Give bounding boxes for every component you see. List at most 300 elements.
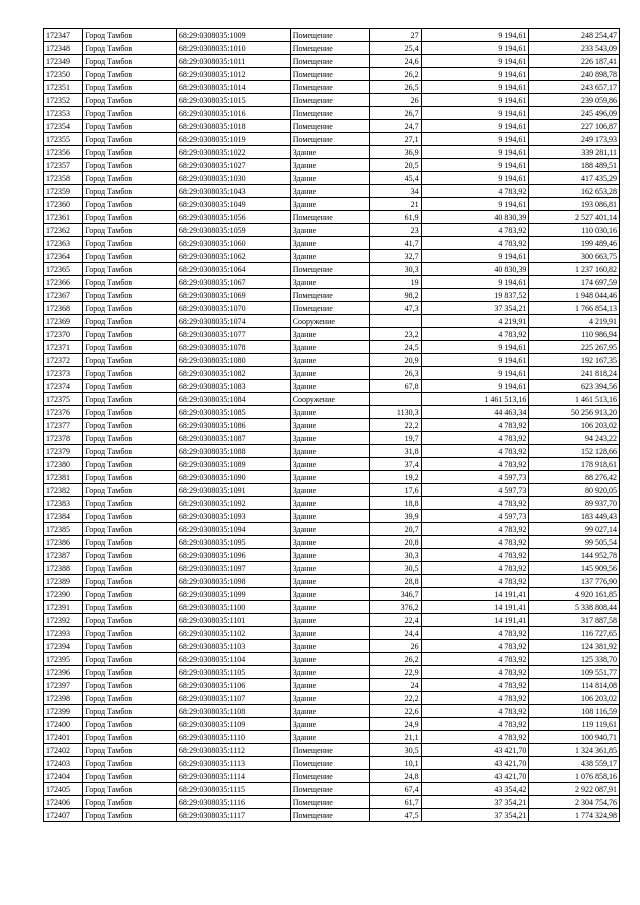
city-cell: Город Тамбов (83, 809, 177, 822)
unit-value-cell: 37 354,21 (421, 302, 529, 315)
cadastral-number-cell: 68:29:0308035:1030 (176, 172, 290, 185)
city-cell: Город Тамбов (83, 705, 177, 718)
cadastral-number-cell: 68:29:0308035:1082 (176, 367, 290, 380)
cadastral-number-cell: 68:29:0308035:1112 (176, 744, 290, 757)
city-cell: Город Тамбов (83, 770, 177, 783)
cadastral-value-cell: 623 394,56 (529, 380, 620, 393)
city-cell: Город Тамбов (83, 380, 177, 393)
document-page (43, 28, 620, 822)
area-cell: 67,8 (370, 380, 421, 393)
object-type-cell: Здание (290, 185, 370, 198)
unit-value-cell: 9 194,61 (421, 120, 529, 133)
cadastral-number-cell: 68:29:0308035:1088 (176, 445, 290, 458)
object-type-cell: Сооружение (290, 393, 370, 406)
cadastral-number-cell: 68:29:0308035:1095 (176, 536, 290, 549)
table-row (44, 471, 620, 484)
record-id-cell: 172386 (44, 536, 83, 549)
unit-value-cell: 4 219,91 (421, 315, 529, 328)
table-row (44, 809, 620, 822)
cadastral-value-cell: 239 059,86 (529, 94, 620, 107)
cadastral-value-cell: 233 543,09 (529, 42, 620, 55)
area-cell: 19,2 (370, 471, 421, 484)
cadastral-number-cell: 68:29:0308035:1078 (176, 341, 290, 354)
cadastral-value-cell: 2 527 401,14 (529, 211, 620, 224)
record-id-cell: 172392 (44, 614, 83, 627)
table-row (44, 146, 620, 159)
cadastral-number-cell: 68:29:0308035:1115 (176, 783, 290, 796)
record-id-cell: 172347 (44, 29, 83, 42)
object-type-cell: Помещение (290, 809, 370, 822)
area-cell: 47,5 (370, 809, 421, 822)
object-type-cell: Помещение (290, 302, 370, 315)
table-row (44, 354, 620, 367)
cadastral-number-cell: 68:29:0308035:1104 (176, 653, 290, 666)
table-row (44, 588, 620, 601)
city-cell: Город Тамбов (83, 276, 177, 289)
record-id-cell: 172353 (44, 107, 83, 120)
record-id-cell: 172403 (44, 757, 83, 770)
cadastral-number-cell: 68:29:0308035:1107 (176, 692, 290, 705)
record-id-cell: 172406 (44, 796, 83, 809)
city-cell: Город Тамбов (83, 185, 177, 198)
table-row (44, 185, 620, 198)
table-row (44, 510, 620, 523)
cadastral-value-cell: 114 814,08 (529, 679, 620, 692)
area-cell: 30,5 (370, 562, 421, 575)
cadastral-value-cell: 438 559,17 (529, 757, 620, 770)
object-type-cell: Помещение (290, 133, 370, 146)
cadastral-value-cell: 124 381,92 (529, 640, 620, 653)
cadastral-value-cell: 4 219,91 (529, 315, 620, 328)
area-cell: 19 (370, 276, 421, 289)
city-cell: Город Тамбов (83, 367, 177, 380)
object-type-cell: Здание (290, 172, 370, 185)
record-id-cell: 172391 (44, 601, 83, 614)
table-row (44, 94, 620, 107)
cadastral-number-cell: 68:29:0308035:1096 (176, 549, 290, 562)
area-cell: 67,4 (370, 783, 421, 796)
unit-value-cell: 4 783,92 (421, 497, 529, 510)
city-cell: Город Тамбов (83, 198, 177, 211)
table-row (44, 367, 620, 380)
cadastral-number-cell: 68:29:0308035:1086 (176, 419, 290, 432)
area-cell: 26,3 (370, 367, 421, 380)
object-type-cell: Здание (290, 575, 370, 588)
city-cell: Город Тамбов (83, 562, 177, 575)
cadastral-number-cell: 68:29:0308035:1083 (176, 380, 290, 393)
area-cell: 24 (370, 679, 421, 692)
unit-value-cell: 40 830,39 (421, 263, 529, 276)
unit-value-cell: 9 194,61 (421, 250, 529, 263)
record-id-cell: 172381 (44, 471, 83, 484)
cadastral-value-cell: 193 086,81 (529, 198, 620, 211)
city-cell: Город Тамбов (83, 341, 177, 354)
object-type-cell: Здание (290, 380, 370, 393)
object-type-cell: Здание (290, 484, 370, 497)
area-cell: 37,4 (370, 458, 421, 471)
unit-value-cell: 4 783,92 (421, 458, 529, 471)
unit-value-cell: 9 194,61 (421, 367, 529, 380)
city-cell: Город Тамбов (83, 757, 177, 770)
table-row (44, 289, 620, 302)
city-cell: Город Тамбов (83, 679, 177, 692)
table-row (44, 263, 620, 276)
area-cell: 24,6 (370, 55, 421, 68)
city-cell: Город Тамбов (83, 549, 177, 562)
area-cell: 25,4 (370, 42, 421, 55)
table-row (44, 29, 620, 42)
area-cell: 20,5 (370, 159, 421, 172)
cadastral-value-cell: 88 276,42 (529, 471, 620, 484)
cadastral-number-cell: 68:29:0308035:1010 (176, 42, 290, 55)
record-id-cell: 172357 (44, 159, 83, 172)
unit-value-cell: 4 783,92 (421, 549, 529, 562)
unit-value-cell: 43 421,70 (421, 744, 529, 757)
cadastral-value-cell: 339 281,11 (529, 146, 620, 159)
cadastral-value-cell: 317 887,58 (529, 614, 620, 627)
cadastral-value-cell: 5 338 808,44 (529, 601, 620, 614)
cadastral-number-cell: 68:29:0308035:1099 (176, 588, 290, 601)
table-row (44, 718, 620, 731)
cadastral-number-cell: 68:29:0308035:1092 (176, 497, 290, 510)
city-cell: Город Тамбов (83, 393, 177, 406)
object-type-cell: Здание (290, 510, 370, 523)
cadastral-value-cell: 1 237 160,82 (529, 263, 620, 276)
record-id-cell: 172363 (44, 237, 83, 250)
cadastral-value-cell: 80 920,05 (529, 484, 620, 497)
cadastral-number-cell: 68:29:0308035:1009 (176, 29, 290, 42)
table-row (44, 640, 620, 653)
table-row (44, 523, 620, 536)
area-cell: 39,9 (370, 510, 421, 523)
table-row (44, 744, 620, 757)
cadastral-value-cell: 192 167,35 (529, 354, 620, 367)
record-id-cell: 172393 (44, 627, 83, 640)
area-cell: 26,2 (370, 653, 421, 666)
unit-value-cell: 4 783,92 (421, 237, 529, 250)
record-id-cell: 172348 (44, 42, 83, 55)
unit-value-cell: 4 783,92 (421, 731, 529, 744)
cadastral-value-cell: 162 653,28 (529, 185, 620, 198)
unit-value-cell: 9 194,61 (421, 276, 529, 289)
object-type-cell: Помещение (290, 289, 370, 302)
record-id-cell: 172405 (44, 783, 83, 796)
cadastral-number-cell: 68:29:0308035:1087 (176, 432, 290, 445)
city-cell: Город Тамбов (83, 484, 177, 497)
cadastral-value-cell: 241 818,24 (529, 367, 620, 380)
table-row (44, 55, 620, 68)
object-type-cell: Здание (290, 341, 370, 354)
cadastral-value-cell: 417 435,29 (529, 172, 620, 185)
area-cell: 376,2 (370, 601, 421, 614)
area-cell: 27 (370, 29, 421, 42)
area-cell: 31,8 (370, 445, 421, 458)
table-row (44, 445, 620, 458)
unit-value-cell: 37 354,21 (421, 796, 529, 809)
table-row (44, 315, 620, 328)
record-id-cell: 172401 (44, 731, 83, 744)
area-cell: 26,5 (370, 81, 421, 94)
object-type-cell: Здание (290, 614, 370, 627)
city-cell: Город Тамбов (83, 575, 177, 588)
record-id-cell: 172369 (44, 315, 83, 328)
record-id-cell: 172396 (44, 666, 83, 679)
object-type-cell: Здание (290, 146, 370, 159)
object-type-cell: Помещение (290, 94, 370, 107)
area-cell: 45,4 (370, 172, 421, 185)
record-id-cell: 172349 (44, 55, 83, 68)
cadastral-number-cell: 68:29:0308035:1022 (176, 146, 290, 159)
object-type-cell: Помещение (290, 211, 370, 224)
cadastral-value-cell: 106 203,02 (529, 419, 620, 432)
unit-value-cell: 4 783,92 (421, 536, 529, 549)
table-row (44, 81, 620, 94)
city-cell: Город Тамбов (83, 640, 177, 653)
record-id-cell: 172380 (44, 458, 83, 471)
unit-value-cell: 4 783,92 (421, 718, 529, 731)
record-id-cell: 172395 (44, 653, 83, 666)
area-cell: 24,4 (370, 627, 421, 640)
record-id-cell: 172374 (44, 380, 83, 393)
table-row (44, 68, 620, 81)
record-id-cell: 172389 (44, 575, 83, 588)
unit-value-cell: 14 191,41 (421, 588, 529, 601)
cadastral-number-cell: 68:29:0308035:1011 (176, 55, 290, 68)
cadastral-number-cell: 68:29:0308035:1018 (176, 120, 290, 133)
object-type-cell: Помещение (290, 263, 370, 276)
table-row (44, 159, 620, 172)
cadastral-number-cell: 68:29:0308035:1062 (176, 250, 290, 263)
object-type-cell: Здание (290, 367, 370, 380)
unit-value-cell: 4 783,92 (421, 185, 529, 198)
cadastral-number-cell: 68:29:0308035:1070 (176, 302, 290, 315)
table-row (44, 653, 620, 666)
record-id-cell: 172383 (44, 497, 83, 510)
cadastral-number-cell: 68:29:0308035:1069 (176, 289, 290, 302)
cadastral-number-cell: 68:29:0308035:1098 (176, 575, 290, 588)
table-row (44, 250, 620, 263)
object-type-cell: Помещение (290, 55, 370, 68)
city-cell: Город Тамбов (83, 250, 177, 263)
unit-value-cell: 40 830,39 (421, 211, 529, 224)
table-row (44, 224, 620, 237)
city-cell: Город Тамбов (83, 653, 177, 666)
record-id-cell: 172370 (44, 328, 83, 341)
unit-value-cell: 9 194,61 (421, 81, 529, 94)
object-type-cell: Здание (290, 679, 370, 692)
cadastral-value-cell: 199 489,46 (529, 237, 620, 250)
object-type-cell: Помещение (290, 42, 370, 55)
area-cell: 26,7 (370, 107, 421, 120)
area-cell: 28,8 (370, 575, 421, 588)
cadastral-value-cell: 245 496,09 (529, 107, 620, 120)
area-cell: 26 (370, 94, 421, 107)
cadastral-value-cell: 109 551,77 (529, 666, 620, 679)
record-id-cell: 172378 (44, 432, 83, 445)
object-type-cell: Здание (290, 445, 370, 458)
city-cell: Город Тамбов (83, 29, 177, 42)
cadastral-value-cell: 1 766 854,13 (529, 302, 620, 315)
unit-value-cell: 4 783,92 (421, 666, 529, 679)
city-cell: Город Тамбов (83, 68, 177, 81)
area-cell: 26,2 (370, 68, 421, 81)
city-cell: Город Тамбов (83, 692, 177, 705)
unit-value-cell: 4 783,92 (421, 692, 529, 705)
record-id-cell: 172361 (44, 211, 83, 224)
record-id-cell: 172407 (44, 809, 83, 822)
city-cell: Город Тамбов (83, 666, 177, 679)
table-row (44, 497, 620, 510)
unit-value-cell: 9 194,61 (421, 341, 529, 354)
area-cell: 23,2 (370, 328, 421, 341)
table-row (44, 42, 620, 55)
table-row (44, 458, 620, 471)
cadastral-number-cell: 68:29:0308035:1043 (176, 185, 290, 198)
object-type-cell: Здание (290, 432, 370, 445)
city-cell: Город Тамбов (83, 107, 177, 120)
city-cell: Город Тамбов (83, 211, 177, 224)
city-cell: Город Тамбов (83, 315, 177, 328)
area-cell: 32,7 (370, 250, 421, 263)
unit-value-cell: 9 194,61 (421, 68, 529, 81)
cadastral-value-cell: 1 461 513,16 (529, 393, 620, 406)
object-type-cell: Помещение (290, 68, 370, 81)
object-type-cell: Здание (290, 705, 370, 718)
object-type-cell: Здание (290, 666, 370, 679)
area-cell: 22,2 (370, 419, 421, 432)
city-cell: Город Тамбов (83, 432, 177, 445)
object-type-cell: Помещение (290, 107, 370, 120)
table-row (44, 575, 620, 588)
cadastral-value-cell: 99 027,14 (529, 523, 620, 536)
cadastral-number-cell: 68:29:0308035:1019 (176, 133, 290, 146)
cadastral-value-cell: 249 173,93 (529, 133, 620, 146)
cadastral-number-cell: 68:29:0308035:1103 (176, 640, 290, 653)
record-id-cell: 172351 (44, 81, 83, 94)
area-cell (370, 315, 421, 328)
cadastral-value-cell: 225 267,95 (529, 341, 620, 354)
unit-value-cell: 4 783,92 (421, 562, 529, 575)
unit-value-cell: 4 783,92 (421, 679, 529, 692)
table-row (44, 380, 620, 393)
city-cell: Город Тамбов (83, 94, 177, 107)
cadastral-number-cell: 68:29:0308035:1090 (176, 471, 290, 484)
table-row (44, 731, 620, 744)
unit-value-cell: 9 194,61 (421, 55, 529, 68)
city-cell: Город Тамбов (83, 536, 177, 549)
area-cell: 41,7 (370, 237, 421, 250)
record-id-cell: 172384 (44, 510, 83, 523)
cadastral-value-cell: 174 697,59 (529, 276, 620, 289)
cadastral-number-cell: 68:29:0308035:1091 (176, 484, 290, 497)
city-cell: Город Тамбов (83, 237, 177, 250)
object-type-cell: Здание (290, 692, 370, 705)
cadastral-number-cell: 68:29:0308035:1027 (176, 159, 290, 172)
cadastral-value-cell: 1 076 858,16 (529, 770, 620, 783)
record-id-cell: 172366 (44, 276, 83, 289)
cadastral-number-cell: 68:29:0308035:1094 (176, 523, 290, 536)
cadastral-number-cell: 68:29:0308035:1080 (176, 354, 290, 367)
cadastral-number-cell: 68:29:0308035:1089 (176, 458, 290, 471)
unit-value-cell: 9 194,61 (421, 29, 529, 42)
record-id-cell: 172354 (44, 120, 83, 133)
unit-value-cell: 43 421,70 (421, 770, 529, 783)
record-id-cell: 172371 (44, 341, 83, 354)
record-id-cell: 172362 (44, 224, 83, 237)
area-cell: 21,1 (370, 731, 421, 744)
record-id-cell: 172377 (44, 419, 83, 432)
unit-value-cell: 43 421,70 (421, 757, 529, 770)
city-cell: Город Тамбов (83, 224, 177, 237)
cadastral-value-cell: 1 948 044,46 (529, 289, 620, 302)
table-row (44, 627, 620, 640)
object-type-cell: Здание (290, 536, 370, 549)
cadastral-number-cell: 68:29:0308035:1110 (176, 731, 290, 744)
table-row (44, 549, 620, 562)
unit-value-cell: 14 191,41 (421, 601, 529, 614)
record-id-cell: 172356 (44, 146, 83, 159)
table-row (44, 783, 620, 796)
city-cell: Город Тамбов (83, 510, 177, 523)
unit-value-cell: 9 194,61 (421, 198, 529, 211)
table-row (44, 692, 620, 705)
area-cell: 34 (370, 185, 421, 198)
area-cell: 61,7 (370, 796, 421, 809)
unit-value-cell: 4 783,92 (421, 419, 529, 432)
city-cell: Город Тамбов (83, 627, 177, 640)
object-type-cell: Здание (290, 250, 370, 263)
cadastral-number-cell: 68:29:0308035:1077 (176, 328, 290, 341)
record-id-cell: 172400 (44, 718, 83, 731)
cadastral-value-cell: 100 940,71 (529, 731, 620, 744)
cadastral-number-cell: 68:29:0308035:1085 (176, 406, 290, 419)
cadastral-number-cell: 68:29:0308035:1064 (176, 263, 290, 276)
record-id-cell: 172358 (44, 172, 83, 185)
object-type-cell: Здание (290, 601, 370, 614)
cadastral-value-cell: 108 116,59 (529, 705, 620, 718)
table-row (44, 536, 620, 549)
cadastral-number-cell: 68:29:0308035:1015 (176, 94, 290, 107)
city-cell: Город Тамбов (83, 458, 177, 471)
cadastral-number-cell: 68:29:0308035:1056 (176, 211, 290, 224)
object-type-cell: Здание (290, 562, 370, 575)
area-cell: 98,2 (370, 289, 421, 302)
unit-value-cell: 4 783,92 (421, 445, 529, 458)
unit-value-cell: 4 783,92 (421, 523, 529, 536)
table-row (44, 432, 620, 445)
area-cell: 24,9 (370, 718, 421, 731)
city-cell: Город Тамбов (83, 354, 177, 367)
object-type-cell: Здание (290, 458, 370, 471)
city-cell: Город Тамбов (83, 263, 177, 276)
city-cell: Город Тамбов (83, 302, 177, 315)
table-row (44, 107, 620, 120)
area-cell: 26 (370, 640, 421, 653)
table-row (44, 705, 620, 718)
cadastral-value-cell: 116 727,65 (529, 627, 620, 640)
cadastral-value-cell: 152 128,66 (529, 445, 620, 458)
area-cell: 30,5 (370, 744, 421, 757)
cadastral-number-cell: 68:29:0308035:1016 (176, 107, 290, 120)
table-row (44, 562, 620, 575)
unit-value-cell: 4 783,92 (421, 575, 529, 588)
cadastral-value-cell: 243 657,17 (529, 81, 620, 94)
object-type-cell: Здание (290, 627, 370, 640)
cadastral-value-cell: 240 898,78 (529, 68, 620, 81)
object-type-cell: Здание (290, 549, 370, 562)
unit-value-cell: 14 191,41 (421, 614, 529, 627)
area-cell: 22,4 (370, 614, 421, 627)
